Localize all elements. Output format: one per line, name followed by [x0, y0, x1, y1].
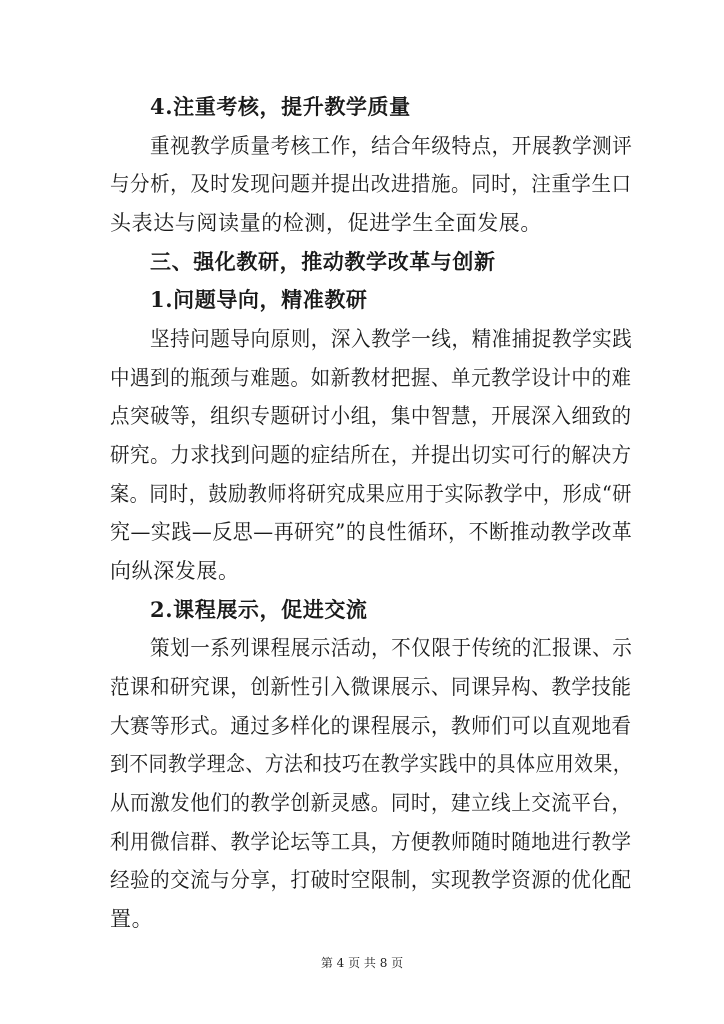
- paragraph-line: 坚持问题导向原则，深入教学一线，精准捕捉教学实践: [150, 327, 633, 351]
- paragraph-line: 与分析，及时发现问题并提出改进措施。同时，注重学生口: [110, 172, 632, 196]
- paragraph-line: 点突破等，组织专题研讨小组，集中智慧，开展深入细致的: [110, 404, 632, 428]
- paragraph-line: 中遇到的瓶颈与难题。如新教材把握、单元教学设计中的难: [110, 366, 632, 390]
- paragraph-line: 从而激发他们的教学创新灵感。同时，建立线上交流平台，: [110, 791, 632, 815]
- paragraph-line: 利用微信群、教学论坛等工具，方便教师随时随地进行教学: [110, 830, 632, 854]
- paragraph-line: 向纵深发展。: [110, 559, 240, 583]
- paragraph-line: 头表达与阅读量的检测，促进学生全面发展。: [110, 211, 542, 235]
- paragraph-line: 置。: [110, 907, 154, 931]
- paragraph-line: 大赛等形式。通过多样化的课程展示，教师们可以直观地看: [110, 714, 632, 738]
- paragraph-line: 重视教学质量考核工作，结合年级特点，开展教学测评: [150, 134, 633, 158]
- paragraph-line: 策划一系列课程展示活动，不仅限于传统的汇报课、示: [150, 636, 633, 660]
- paragraph-line: 经验的交流与分享，打破时空限制，实现教学资源的优化配: [110, 868, 632, 892]
- heading-4: 4.注重考核，提升教学质量: [150, 94, 411, 119]
- paragraph-line: 到不同教学理念、方法和技巧在教学实践中的具体应用效果，: [110, 752, 633, 776]
- paragraph-line: 研究。力求找到问题的症结所在，并提出切实可行的解决方: [110, 443, 632, 467]
- paragraph-line: 究—实践—反思—再研究”的良性循环，不断推动教学改革: [110, 520, 633, 544]
- page-number-footer: 第 4 页 共 8 页: [320, 956, 404, 970]
- paragraph-line: 范课和研究课，创新性引入微课展示、同课异构、教学技能: [110, 675, 632, 699]
- paragraph-line: 案。同时，鼓励教师将研究成果应用于实际教学中，形成“研: [110, 482, 632, 506]
- subsection-1-heading: 1.问题导向，精准教研: [150, 287, 368, 312]
- subsection-2-heading: 2.课程展示，促进交流: [150, 597, 368, 622]
- section-3-heading: 三、强化教研，推动教学改革与创新: [150, 249, 496, 274]
